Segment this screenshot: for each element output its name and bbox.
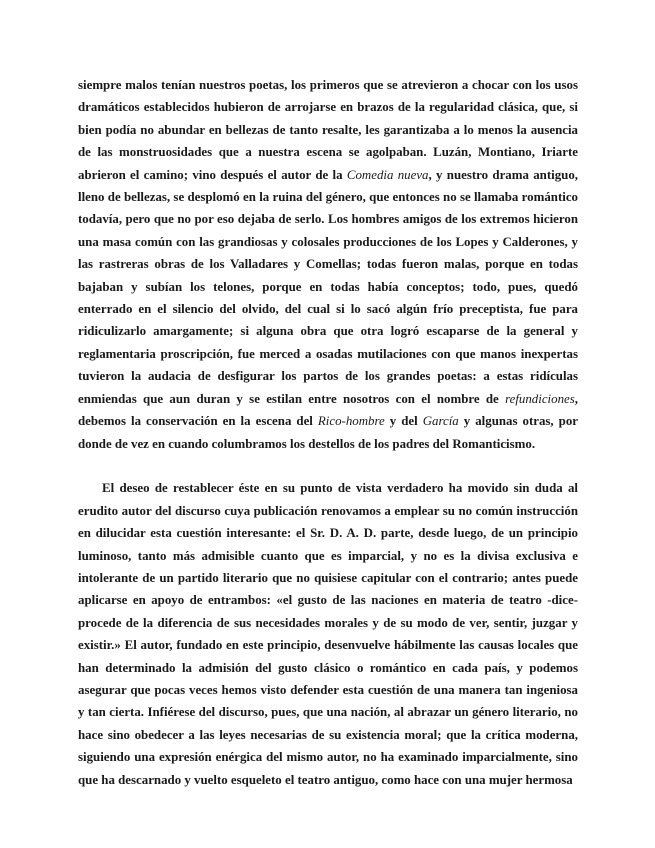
p1-text-1: siempre malos tenían nuestros poetas, los primeros que se atrevieron a chocar con los usos dramáticos establecidos hubieron de arrojarse en brazos de la regularidad clásica, que, si bien podía no abundar en bellezas de tanto resalte, les garantizaba a lo menos la ausencia de las monstruosidades que a nuestra escena se agolpaban. Luzán, Montiano, Iriarte abrieron el camino; vino después el autor de la — [78, 78, 578, 182]
p1-term-refundiciones: refundiciones — [505, 391, 575, 406]
p1-text-3: , debemos la conservación en la escena del — [78, 391, 578, 429]
p1-title-garcia: García — [422, 414, 459, 429]
document-body — [78, 74, 578, 791]
paragraph-1 — [78, 74, 578, 455]
p1-title-comedia-nueva: Comedia nueva — [346, 167, 429, 182]
p1-text-5: y algunas otras, por donde de vez en cuando columbramos los destellos de los padres del Romanticismo. — [78, 414, 579, 451]
p1-text-2: , y nuestro drama antiguo, lleno de bellezas, se desplomó en la ruina del género, que entonces no se llamaba romántico todavía, pero que no por eso dejaba de serlo. Los hombres amigos de los extremos hicieron una masa común con las grandiosas y colosales producciones de los Lopes y Calderones, y las rastreras obras de los Valladares y Comellas; todas fueron malas, porque en todas bajaban y subían los telones, porque en todas había conceptos; todo, pues, quedó enterrado en el silencio del olvido, del cual si lo sacó algún frío preceptista, fue para ridiculizarlo amargamente; si alguna obra que otra logró escaparse de la general y reglamentaria proscripción, fue merced a osadas mutilaciones con que manos inexpertas tuvieron la audacia de desfigurar los partos de los grandes poetas: a estas ridículas enmiendas que aun duran y se estilan entre nosotros con el nombre de — [78, 167, 578, 406]
paragraph-2 — [78, 477, 578, 791]
p1-title-rico-hombre: Rico-hombre — [317, 414, 385, 429]
p2-text-1: El deseo de restablecer éste en su punto de vista verdadero ha movido sin duda al erudito autor del discurso cuya publicación renovamos a emplear su no común instrucción en dilucidar esta cuestión interesante: el Sr. D. A. D. parte, desde luego, de un principio luminoso, tanto más admisible cuanto que es imparcial, y no es la divisa exclusiva e intolerante de un partido literario que no quisiese capitular con el contrario; antes puede aplicarse en apoyo de entrambos: «el gusto de las naciones en materia de teatro -dice- procede de la diferencia de sus necesidades morales y de su modo de ver, sentir, juzgar y existir.» El autor, fundado en este principio, desenvuelve hábilmente las causas locales que han determinado la admisión del gusto clásico o romántico en cada país, y podemos asegurar que pocas veces hemos visto defender esta cuestión de una manera tan ingeniosa y tan cierta. Infiérese del discurso, pues, que una nación, al abrazar un género literario, no hace sino obedecer a las leyes necesarias de su existencia moral; que la crítica moderna, siguiendo una expresión enérgica del mismo autor, no ha examinado imparcialmente, sino que ha descarnado y vuelto esqueleto el teatro antiguo, como hace con una mujer hermosa — [78, 481, 578, 787]
p1-text-4: y del — [384, 414, 423, 429]
